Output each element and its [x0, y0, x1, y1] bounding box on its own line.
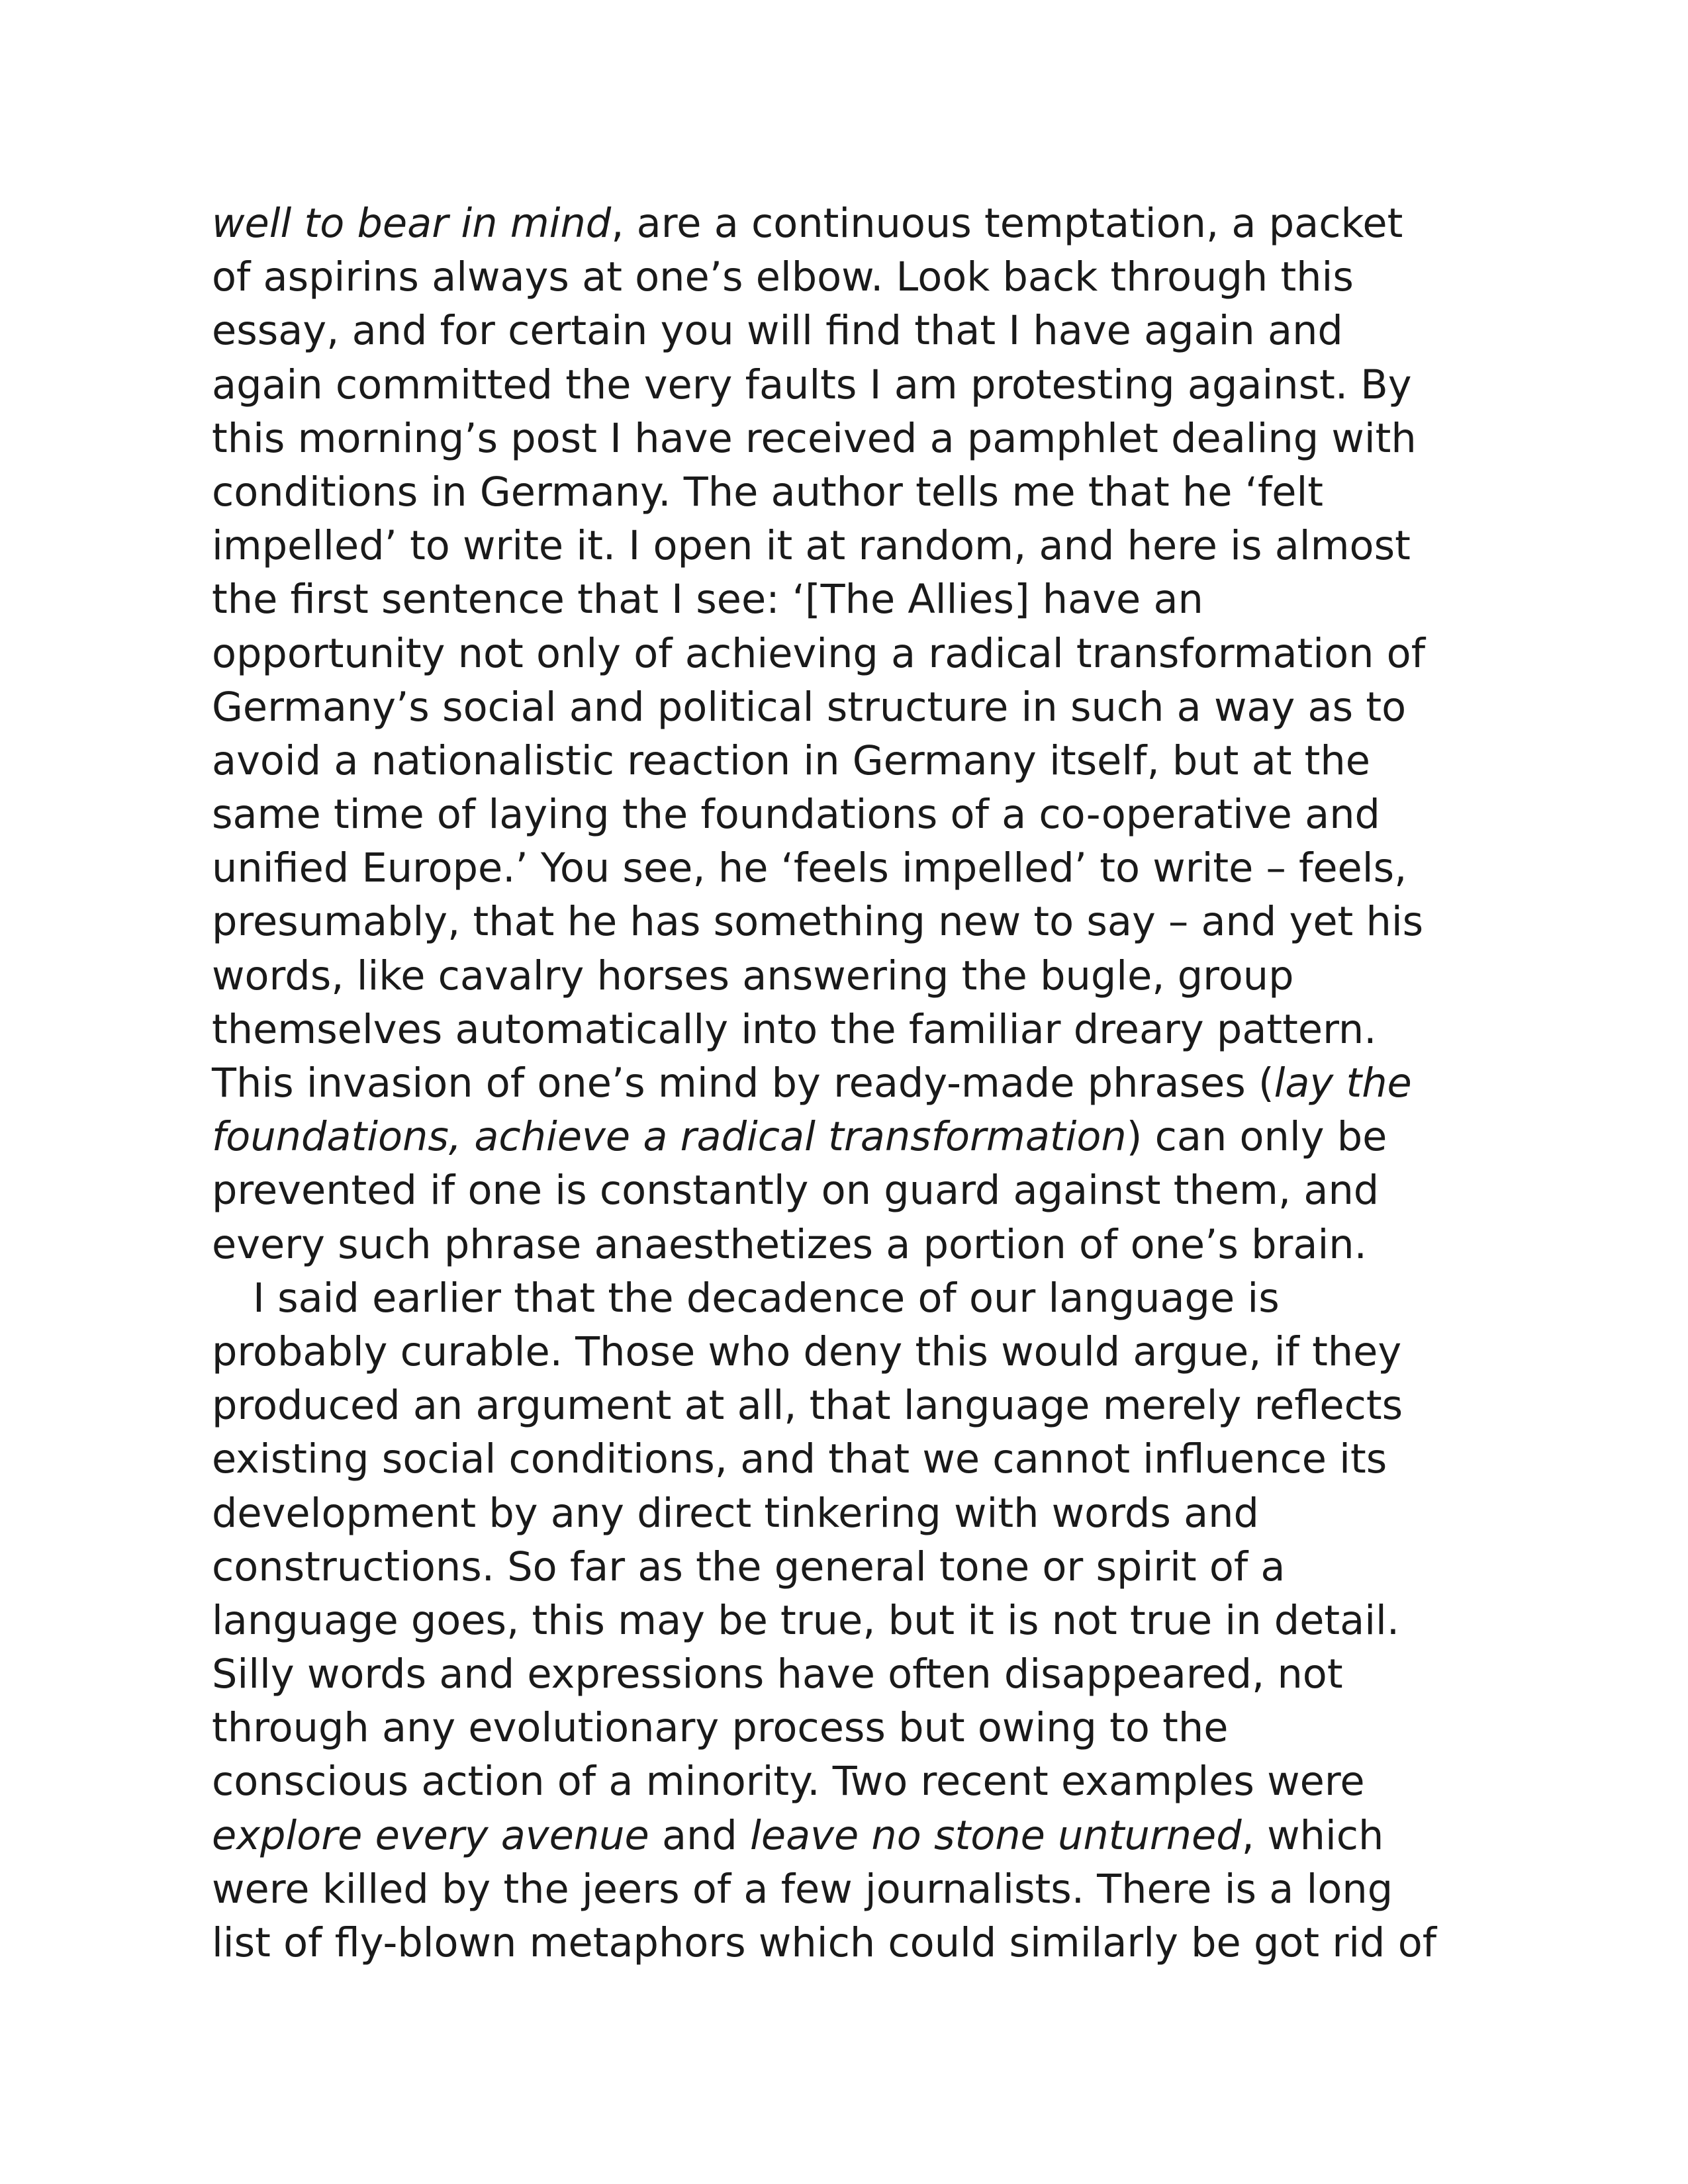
text-segment: the first sentence that I see: ‘[The Allies] have an	[212, 576, 1203, 623]
italic-phrase: leave no stone unturned	[750, 1812, 1242, 1859]
text-line	[212, 197, 1523, 251]
text-line	[212, 1272, 1523, 1326]
text-segment: produced an argument at all, that language merely reflects	[212, 1383, 1403, 1430]
text-line	[212, 520, 1523, 573]
text-segment: unified Europe.’ You see, he ‘feels impelled’ to write – feels,	[212, 845, 1407, 892]
italic-phrase: well to bear in mind	[212, 201, 612, 247]
text-line	[212, 1218, 1523, 1272]
text-segment: themselves automatically into the familiar dreary pattern.	[212, 1006, 1377, 1053]
text-segment: every such phrase anaesthetizes a portion of one’s brain.	[212, 1221, 1367, 1268]
text-segment: prevented if one is constantly on guard against them, and	[212, 1167, 1380, 1214]
text-segment: through any evolutionary process but owing to the	[212, 1705, 1229, 1752]
text-line	[212, 1863, 1523, 1917]
text-line	[212, 1917, 1523, 1970]
text-line	[212, 1164, 1523, 1218]
text-segment: this morning’s post I have received a pamphlet dealing with	[212, 415, 1417, 462]
text-line	[212, 466, 1523, 520]
text-line	[212, 359, 1523, 412]
text-segment: ) can only be	[1126, 1114, 1387, 1161]
text-line	[212, 1003, 1523, 1057]
text-segment: words, like cavalry horses answering the bugle, group	[212, 952, 1294, 999]
text-segment: , which	[1241, 1812, 1384, 1859]
text-line	[212, 681, 1523, 735]
text-segment: list of fly-blown metaphors which could similarly be got rid of	[212, 1920, 1437, 1966]
text-segment: essay, and for certain you will find that I have again and	[212, 308, 1343, 355]
text-line	[212, 1379, 1523, 1433]
text-segment: conditions in Germany. The author tells me that he ‘felt	[212, 469, 1323, 516]
text-segment: same time of laying the foundations of a co-operative and	[212, 792, 1380, 839]
text-segment: of aspirins always at one’s elbow. Look back through this	[212, 254, 1354, 301]
text-line	[212, 1326, 1523, 1379]
text-segment: impelled’ to write it. I open it at random, and here is almost	[212, 523, 1411, 570]
text-line	[212, 842, 1523, 895]
text-line	[212, 895, 1523, 949]
text-segment: probably curable. Those who deny this would argue, if they	[212, 1328, 1402, 1375]
text-segment: opportunity not only of achieving a radical transformation of	[212, 630, 1425, 677]
text-line	[212, 1541, 1523, 1594]
text-line	[212, 1433, 1523, 1486]
text-line	[212, 1057, 1523, 1111]
text-line	[212, 412, 1523, 466]
text-segment: This invasion of one’s mind by ready-made phrases (	[212, 1060, 1274, 1107]
text-line	[212, 1594, 1523, 1648]
text-line	[212, 1702, 1523, 1755]
text-line	[212, 1648, 1523, 1702]
text-line	[212, 304, 1523, 358]
text-line	[212, 1487, 1523, 1541]
text-segment: Silly words and expressions have often disappeared, not	[212, 1651, 1343, 1698]
text-line	[212, 1111, 1523, 1164]
text-segment: conscious action of a minority. Two recent examples were	[212, 1758, 1365, 1805]
text-segment: development by any direct tinkering with words and	[212, 1490, 1259, 1537]
text-segment: avoid a nationalistic reaction in Germany itself, but at the	[212, 737, 1370, 784]
text-line	[212, 735, 1523, 788]
text-segment: , are a continuous temptation, a packet	[611, 201, 1403, 247]
text-segment: existing social conditions, and that we cannot influence its	[212, 1436, 1387, 1483]
text-line	[212, 1809, 1523, 1863]
text-segment: constructions. So far as the general tone or spirit of a	[212, 1543, 1286, 1590]
italic-phrase: explore every avenue	[212, 1812, 649, 1859]
body-text	[212, 197, 1523, 1970]
text-segment: were killed by the jeers of a few journalists. There is a long	[212, 1866, 1393, 1913]
text-segment: presumably, that he has something new to say – and yet his	[212, 899, 1424, 946]
text-line	[212, 950, 1523, 1003]
text-segment: Germany’s social and political structure in such a way as to	[212, 684, 1407, 731]
text-line	[212, 251, 1523, 304]
text-line	[212, 627, 1523, 681]
text-line	[212, 1755, 1523, 1809]
italic-phrase: lay the	[1274, 1060, 1412, 1107]
text-segment: I said earlier that the decadence of our language is	[253, 1275, 1280, 1322]
text-line	[212, 788, 1523, 842]
text-segment: again committed the very faults I am protesting against. By	[212, 361, 1412, 408]
text-line	[212, 573, 1523, 627]
text-segment: and	[649, 1812, 751, 1859]
italic-phrase: foundations, achieve a radical transformation	[212, 1114, 1127, 1161]
text-segment: language goes, this may be true, but it is not true in detail.	[212, 1597, 1400, 1644]
